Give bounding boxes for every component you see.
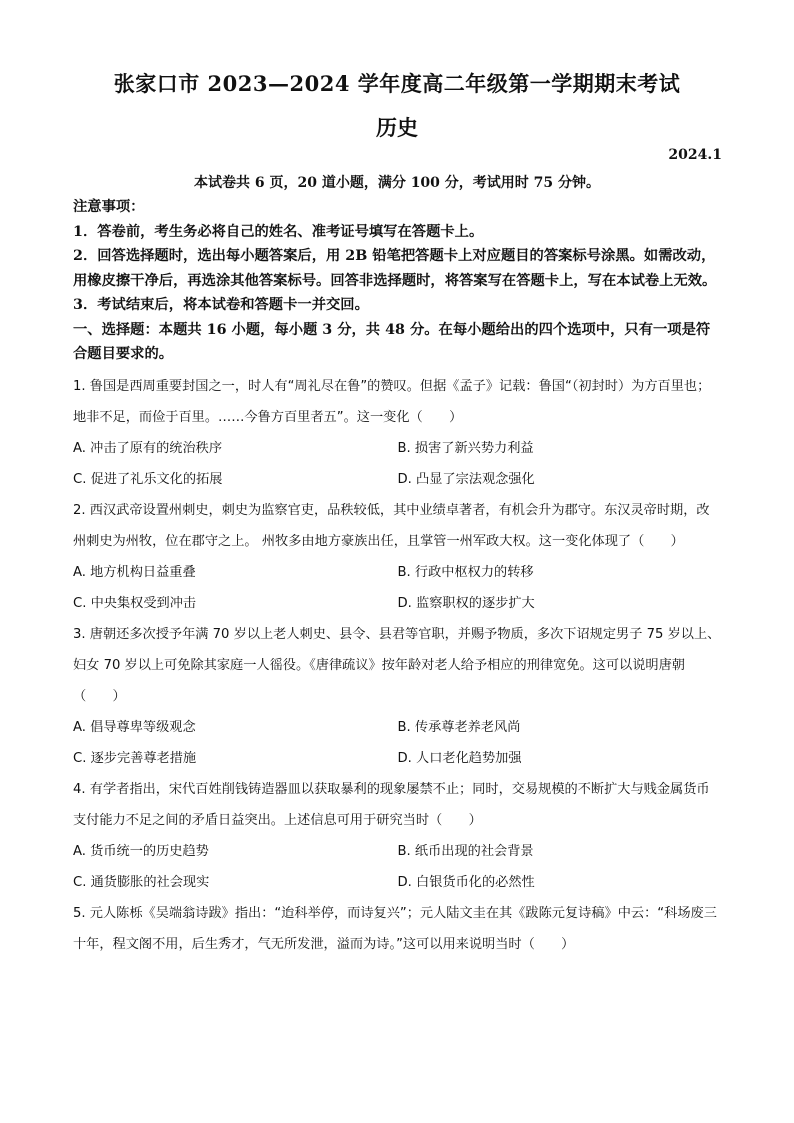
- exam-info: 本试卷共 6 页，20 道小题，满分 100 分，考试用时 75 分钟。: [193, 175, 601, 191]
- option: A. 冲击了原有的统治秩序: [73, 440, 223, 456]
- exam-title: 张家口市 2023—2024 学年度高二年级第一学期期末考试: [113, 71, 681, 96]
- option: B. 传承尊老养老风尚: [397, 719, 521, 735]
- section-heading: 一、选择题：本题共 16 小题，每小题 3 分，共 48 分。在每小题给出的四个选项中，只有一项是符合题目要求的。: [73, 321, 711, 362]
- option: B. 损害了新兴势力利益: [397, 440, 534, 456]
- option: A. 倡导尊卑等级观念: [73, 719, 196, 735]
- option: C. 中央集权受到冲击: [73, 595, 197, 611]
- option: A. 地方机构日益重叠: [73, 564, 196, 580]
- option: D. 监察职权的逐步扩大: [397, 595, 535, 611]
- option: A. 货币统一的历史趋势: [73, 843, 209, 859]
- exam-body: [73, 195, 722, 960]
- note-item: 1．答卷前，考生务必将自己的姓名、准考证号填写在答题卡上。: [73, 223, 484, 240]
- question-options: [73, 557, 722, 619]
- option: D. 凸显了宗法观念强化: [397, 471, 535, 487]
- question-stem: 2. 西汉武帝设置州刺史，刺史为监察官吏，品秩较低，其中业绩卓著者，有机会升为郡守。东汉灵帝时期，改州刺史为州牧，位在郡守之上。 州牧多由地方豪族出任，且掌管一州军政大权。这一变化体现了（ ）: [73, 502, 710, 549]
- note-item: 2．回答选择题时，选出每小题答案后，用 2B 铅笔把答题卡上对应题目的答案标号涂黑。如需改动，用橡皮擦干净后，再选涂其他答案标号。回答非选择题时，将答案写在答题卡上，写在本试卷上无效。: [73, 248, 717, 289]
- option: D. 人口老化趋势加强: [397, 750, 522, 766]
- question-stem: 5. 元人陈栎《吴端翁诗跋》指出：“迨科举停，而诗复兴”；元人陆文圭在其《跋陈元复诗稿》中云：“科场废三十年，程文阁不用，后生秀才，气无所发泄，溢而为诗。”这可以用来说明当时（ ）: [73, 905, 717, 952]
- question-stem: 4. 有学者指出，宋代百姓削钱铸造器皿以获取暴利的现象屡禁不止；同时，交易规模的不断扩大与贱金属货币支付能力不足之间的矛盾日益突出。上述信息可用于研究当时（ ）: [73, 781, 710, 828]
- note-item: 3．考试结束后，将本试卷和答题卡一并交回。: [73, 297, 369, 313]
- question-stem: 1. 鲁国是西周重要封国之一，时人有“周礼尽在鲁”的赞叹。但据《孟子》记载：鲁国“（初封时）为方百里也；地非不足，而俭于百里。……今鲁方百里者五”。这一变化（ ）: [73, 378, 711, 425]
- option: C. 促进了礼乐文化的拓展: [73, 471, 223, 487]
- notes-heading: 注意事项：: [73, 199, 145, 215]
- option: B. 纸币出现的社会背景: [397, 843, 534, 859]
- exam-date: 2024.1: [668, 147, 722, 163]
- question-stem: 3. 唐朝还多次授予年满 70 岁以上老人刺史、县令、县君等官职，并赐予物质，多次下诏规定男子 75 岁以上、妇女 70 岁以上可免除其家庭一人徭役。《唐律疏议》按年龄对老人给予相应的刑律宽免。这可以说明唐朝（ ）: [73, 626, 721, 704]
- exam-subject: 历史: [376, 115, 418, 140]
- option: C. 逐步完善尊老措施: [73, 750, 197, 766]
- option: B. 行政中枢权力的转移: [397, 564, 534, 580]
- question-options: [73, 433, 722, 495]
- option: C. 通货膨胀的社会现实: [73, 874, 210, 890]
- option: D. 白银货币化的必然性: [397, 874, 535, 890]
- question-options: [73, 712, 722, 774]
- question-options: [73, 836, 722, 898]
